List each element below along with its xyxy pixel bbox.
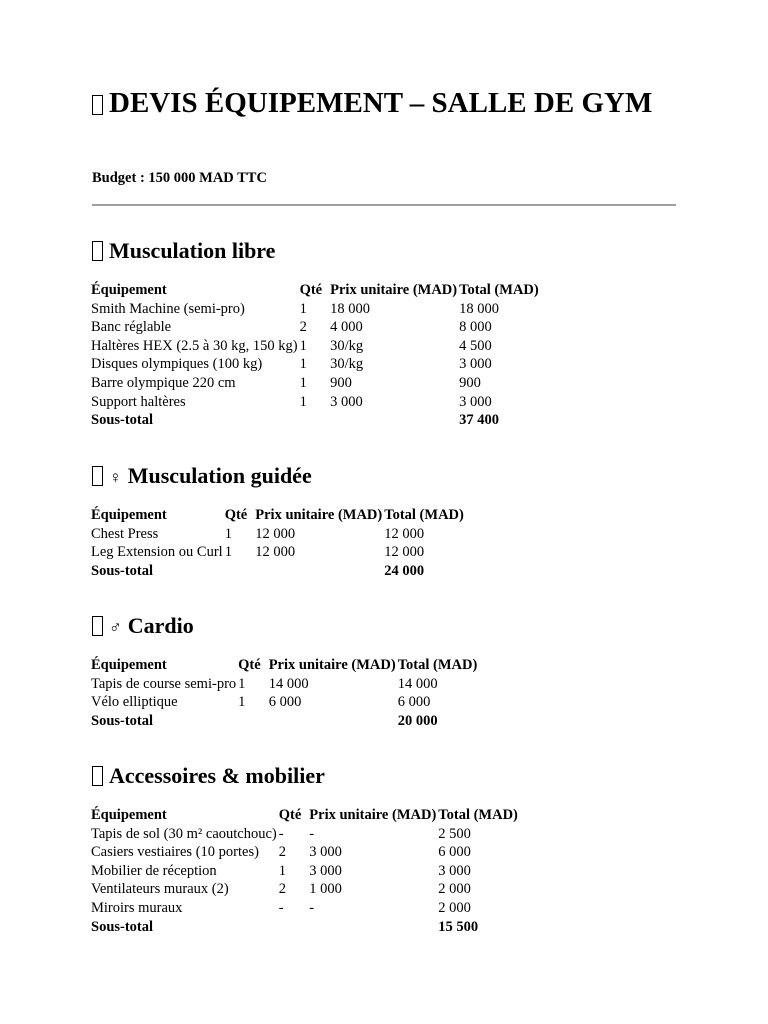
table-cell: Support haltères [91, 393, 186, 410]
table-cell: 2 [299, 319, 307, 336]
table-cell: - [278, 899, 284, 916]
table-cell: 14 000 [397, 675, 438, 692]
column-header: Total (MAD) [459, 282, 539, 298]
table-cell: Tapis de sol (30 m² caoutchouc) [91, 825, 277, 842]
subtotal-value: 24 000 [384, 562, 425, 579]
table-header-row [91, 506, 466, 525]
subtotal-label: Sous-total [91, 562, 154, 579]
column-header: Équipement [91, 282, 167, 298]
table-row [91, 355, 541, 374]
column-header: Total (MAD) [438, 807, 518, 823]
table-row [91, 525, 466, 544]
column-header: Prix unitaire (MAD) [268, 657, 396, 673]
column-header: Équipement [91, 807, 167, 823]
section-title [92, 238, 275, 264]
column-header: Total (MAD) [397, 657, 478, 673]
table-cell [309, 918, 438, 937]
subtotal-row [91, 411, 541, 430]
table-cell: Smith Machine (semi-pro) [91, 300, 245, 317]
table-cell: 3 000 [309, 844, 342, 861]
subtotal-value: 37 400 [459, 412, 499, 429]
table-row [91, 880, 520, 899]
subtotal-label: Sous-total [91, 412, 154, 429]
table-cell: 900 [330, 374, 352, 391]
table-cell: 1 [299, 374, 307, 391]
table-cell: Disques olympiques (100 kg) [91, 356, 263, 373]
table-cell: 3 000 [459, 393, 492, 410]
table-cell [255, 562, 384, 581]
table-cell: Barre olympique 220 cm [91, 374, 236, 391]
table-cell: 1 000 [309, 881, 342, 898]
table-row [91, 543, 466, 562]
column-header: Qté [238, 657, 261, 673]
table-cell: 18 000 [459, 300, 499, 317]
subtotal-row [91, 562, 466, 581]
table-cell: 14 000 [268, 675, 309, 692]
table-cell: 30/kg [330, 337, 364, 354]
table-cell: 1 [299, 393, 307, 410]
table-cell: 3 000 [330, 393, 363, 410]
gender-symbol-icon: ♂ [109, 618, 122, 637]
table-row [91, 318, 541, 337]
table-cell: 8 000 [459, 319, 492, 336]
column-header: Équipement [91, 657, 167, 673]
column-header: Prix unitaire (MAD) [309, 807, 437, 823]
table-cell: Casiers vestiaires (10 portes) [91, 844, 259, 861]
table-row [91, 300, 541, 319]
table-cell: 4 000 [330, 319, 363, 336]
table-cell: 4 500 [459, 337, 492, 354]
column-header: Équipement [91, 507, 167, 523]
section-title-text: Musculation libre [109, 238, 276, 263]
missing-glyph-icon [92, 95, 103, 115]
table-cell: 1 [278, 862, 286, 879]
budget-line: Budget : 150 000 MAD TTC [92, 170, 267, 186]
table-cell: 2 000 [438, 899, 471, 916]
table-cell: 6 000 [438, 844, 471, 861]
equipment-table [91, 281, 541, 430]
table-cell [269, 712, 398, 731]
subtotal-value: 15 500 [438, 918, 479, 935]
table-cell: Miroirs muraux [91, 899, 183, 916]
table-cell: 12 000 [255, 525, 296, 542]
section-title-text: Cardio [127, 613, 194, 638]
table-cell: 3 000 [438, 862, 471, 879]
table-cell: 1 [238, 694, 246, 711]
table-cell: 1 [224, 544, 232, 561]
table-row [91, 393, 541, 412]
subtotal-label: Sous-total [91, 712, 154, 729]
table-cell: Leg Extension ou Curl [91, 544, 223, 561]
section-title [92, 763, 325, 789]
document-title: DEVIS ÉQUIPEMENT – SALLE DE GYM [92, 86, 692, 120]
subtotal-label: Sous-total [91, 918, 154, 935]
table-cell: 2 000 [438, 881, 471, 898]
table-cell: 6 000 [268, 694, 302, 711]
table-cell: 12 000 [384, 544, 425, 561]
table-row [91, 825, 520, 844]
equipment-table [91, 806, 520, 936]
table-cell: Haltères HEX (2.5 à 30 kg, 150 kg) [91, 337, 298, 354]
table-cell [238, 712, 269, 731]
missing-glyph-icon [92, 616, 103, 636]
table-row [91, 374, 541, 393]
table-header-row [91, 656, 479, 675]
table-cell [225, 562, 256, 581]
table-cell [300, 411, 331, 430]
table-cell: - [309, 899, 315, 916]
table-row [91, 693, 479, 712]
table-cell: 1 [238, 675, 246, 692]
column-header: Qté [224, 507, 248, 523]
table-cell: Ventilateurs muraux (2) [91, 881, 229, 898]
table-cell: - [309, 825, 315, 842]
subtotal-value: 20 000 [397, 712, 438, 729]
table-cell: 18 000 [330, 300, 370, 317]
table-row [91, 862, 520, 881]
table-cell [279, 918, 310, 937]
table-header-row [91, 806, 520, 825]
table-row [91, 899, 520, 918]
table-cell: 30/kg [330, 356, 364, 373]
table-cell: 1 [299, 356, 307, 373]
table-cell: 1 [299, 300, 307, 317]
subtotal-row [91, 712, 479, 731]
column-header: Prix unitaire (MAD) [330, 282, 458, 298]
table-cell [330, 411, 459, 430]
table-cell: Banc réglable [91, 319, 172, 336]
missing-glyph-icon [92, 466, 103, 486]
column-header: Prix unitaire (MAD) [255, 507, 383, 523]
table-cell: 12 000 [384, 525, 425, 542]
table-cell: 6 000 [397, 694, 431, 711]
table-cell: 2 500 [438, 825, 471, 842]
subtotal-row [91, 918, 520, 937]
table-cell: Tapis de course semi-pro [91, 675, 237, 692]
table-cell: 2 [278, 844, 286, 861]
missing-glyph-icon [92, 241, 103, 261]
section-title-text: Musculation guidée [127, 463, 312, 488]
equipment-table [91, 506, 466, 580]
table-cell: - [278, 825, 284, 842]
section-title-text: Accessoires & mobilier [109, 763, 325, 788]
table-cell: 3 000 [459, 356, 492, 373]
missing-glyph-icon [92, 766, 103, 786]
table-cell: 2 [278, 881, 286, 898]
table-row [91, 675, 479, 694]
horizontal-divider [92, 204, 676, 206]
table-cell: Mobilier de réception [91, 862, 217, 879]
section-title [92, 613, 194, 641]
table-cell: 1 [299, 337, 307, 354]
table-row [91, 843, 520, 862]
table-row [91, 337, 541, 356]
column-header: Qté [299, 282, 323, 298]
table-cell: 900 [459, 374, 481, 391]
column-header: Qté [278, 807, 302, 823]
equipment-table [91, 656, 479, 730]
table-header-row [91, 281, 541, 300]
gender-symbol-icon: ♀ [109, 468, 122, 487]
table-cell: 1 [224, 525, 232, 542]
table-cell: Vélo elliptique [91, 694, 178, 711]
table-cell: 3 000 [309, 862, 342, 879]
section-title [92, 463, 312, 491]
column-header: Total (MAD) [384, 507, 464, 523]
table-cell: Chest Press [91, 525, 159, 542]
table-cell: 12 000 [255, 544, 296, 561]
